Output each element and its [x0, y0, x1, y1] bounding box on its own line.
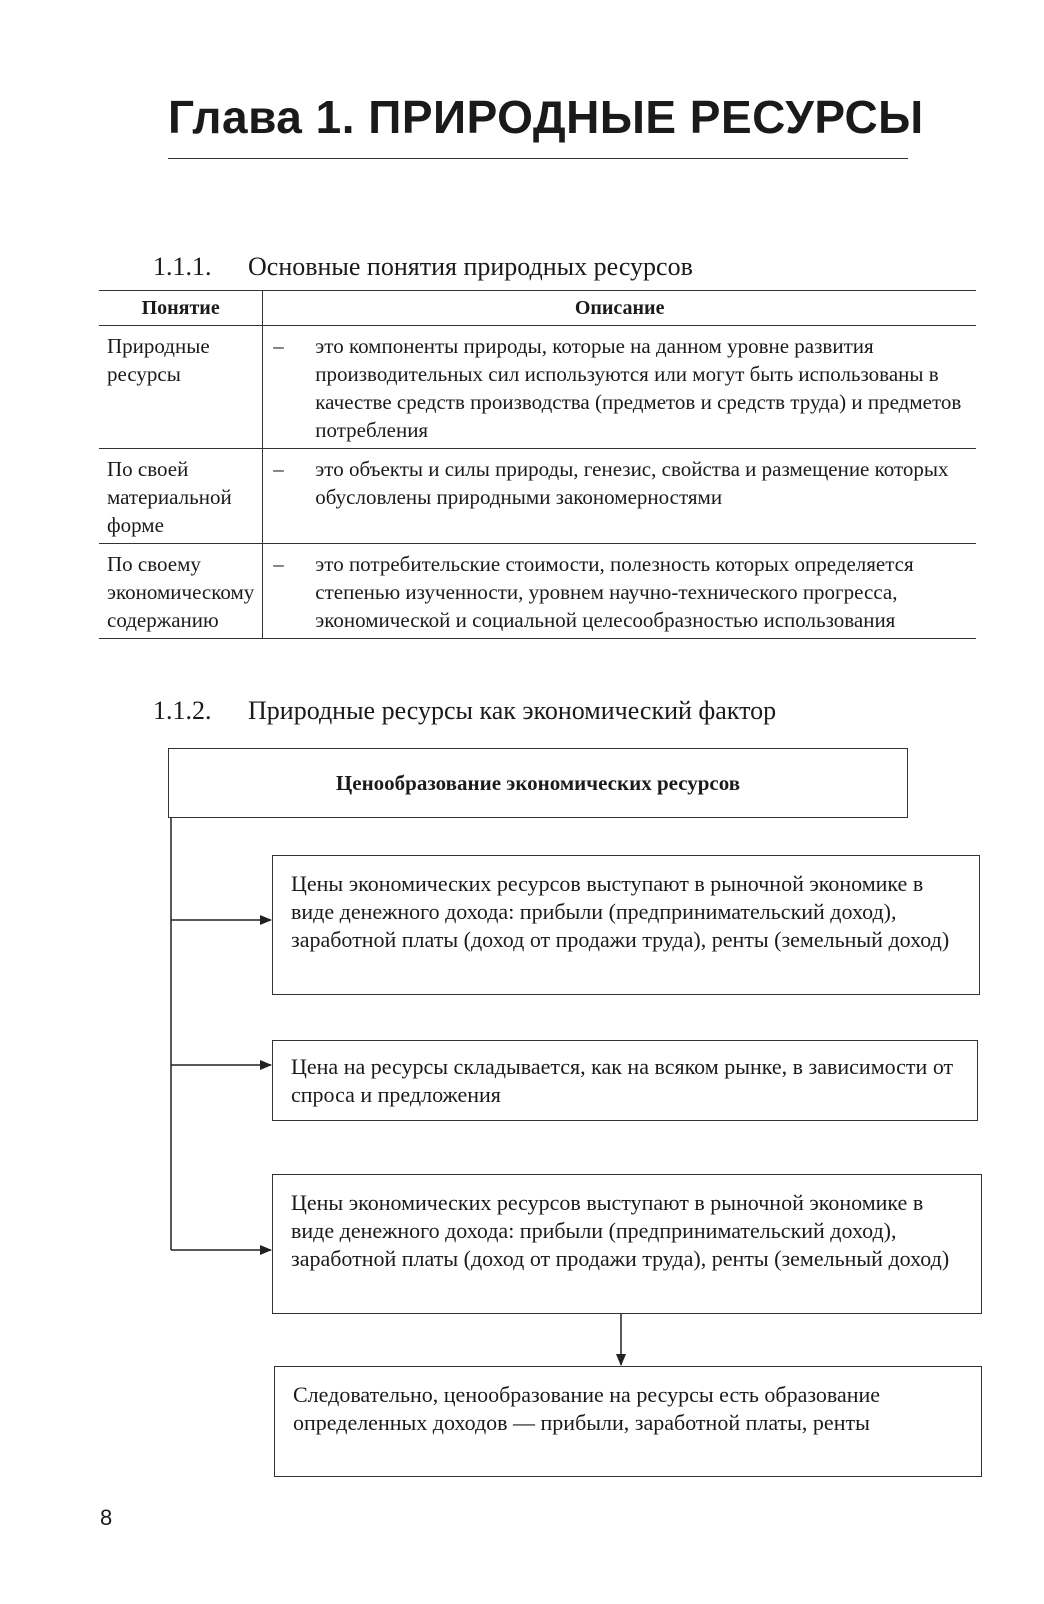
description-text: это компоненты природы, которые на данном уровне развития производительных сил используются или могут быть использованы в качестве средств производства (предметов и средств труда) и предметов потребления — [315, 334, 962, 442]
section-number: 1.1.2. — [153, 696, 212, 725]
chapter-title: Глава 1. ПРИРОДНЫЕ РЕСУРСЫ — [168, 91, 924, 143]
section-title: Природные ресурсы как экономический фактор — [248, 696, 777, 725]
dash: – — [273, 334, 284, 358]
page-number: 8 — [100, 1505, 113, 1530]
flow-box-1: Цены экономических ресурсов выступают в рыночной экономике в виде денежного дохода: прибыли (предпринимательский доход), заработной платы (доход от продажи труда), ренты (земельный доход) — [272, 855, 980, 995]
flow-box-2: Цена на ресурсы складывается, как на всяком рынке, в зависимости от спроса и предложения — [272, 1040, 978, 1121]
dash: – — [273, 457, 284, 481]
term-cell: По своей материальной форме — [99, 449, 263, 544]
dash: – — [273, 552, 284, 576]
description-text: это потребительские стоимости, полезность которых определяется степенью изученности, уровнем научно-технического прогресса, экономической и социальной целесообразностью использования — [315, 552, 914, 632]
column-header-description: Описание — [263, 291, 976, 326]
diagram-header-box: Ценообразование экономических ресурсов — [168, 748, 908, 818]
term-cell: Природные ресурсы — [99, 326, 263, 449]
column-header-concept: Понятие — [99, 291, 263, 326]
term-cell: По своему экономическому содержанию — [99, 544, 263, 639]
section-title: Основные понятия природных ресурсов — [248, 252, 693, 281]
description-text: это объекты и силы природы, генезис, свойства и размещение которых обусловлены природными закономерностями — [315, 457, 949, 509]
conclusion-box: Следовательно, ценообразование на ресурсы есть образование определенных доходов — прибыли, заработной платы, ренты — [274, 1366, 982, 1477]
section-number: 1.1.1. — [153, 252, 212, 281]
flow-box-3: Цены экономических ресурсов выступают в рыночной экономике в виде денежного дохода: прибыли (предпринимательский доход), заработной платы (доход от продажи труда), ренты (земельный доход) — [272, 1174, 982, 1314]
